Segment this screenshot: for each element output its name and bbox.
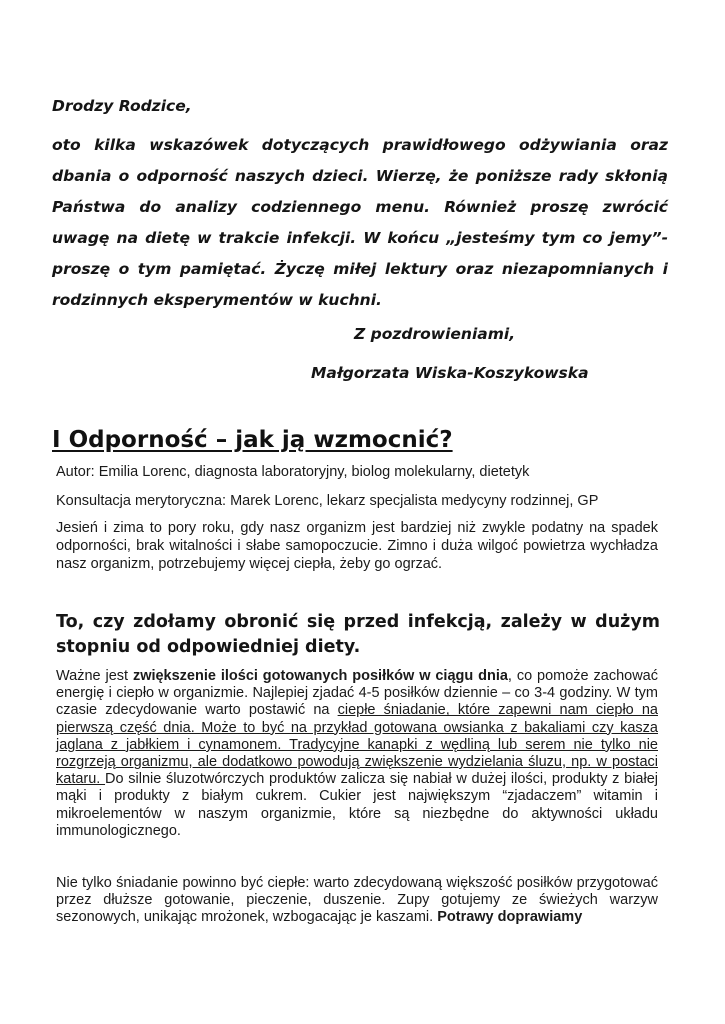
paragraph-1-text: , co pomoże zachować energię i ciepło w organizmie. Najlepiej zjadać 4-5 posiłków dziennie – co 3-4 godziny. W tym czasie zdecydowanie warto postawić na — [56, 668, 658, 719]
letter-body: oto kilka wskazówek dotyczących prawidłowego odżywiania oraz dbania o odporność naszych dzieci. Wierzę, że poniższe rady skłonią Państwa do analizy codziennego menu. Również proszę zwrócić uwagę na dietę w trakcie infekcji. W końcu „jesteśmy tym co jemy”- proszę o tym pamiętać. Życzę miłej lektury oraz niezapomnianych i rodzinnych eksperymentów w kuchni. — [52, 136, 668, 309]
letter-signature: Małgorzata Wiska-Koszykowska — [311, 364, 589, 382]
article-title: I Odporność – jak ją wzmocnić? — [52, 427, 453, 453]
letter-closing: Z pozdrowieniami, — [354, 325, 516, 343]
paragraph-1-bold-text: zwiększenie ilości gotowanych posiłków w ciągu dnia — [132, 668, 508, 684]
article-paragraph-2 — [56, 875, 658, 927]
letter-greeting: Drodzy Rodzice, — [52, 97, 192, 115]
article-intro: Jesień i zima to pory roku, gdy nasz organizm jest bardziej niż zwykle podatny na spadek odporności, brak witalności i słabe samopoczucie. Zimno i duża wilgoć powietrza wychładza nasz organizm, potrzebujemy więcej ciepła, żeby go ogrzać. — [56, 520, 658, 572]
article-paragraph-1 — [56, 668, 658, 840]
paragraph-1-text: Ważne jest — [56, 668, 133, 684]
article-author: Autor: Emilia Lorenc, diagnosta laboratoryjny, biolog molekularny, dietetyk — [56, 464, 530, 480]
paragraph-2-bold-text: Potrawy doprawiamy — [437, 909, 583, 926]
paragraph-2-text: Nie tylko śniadanie powinno być ciepłe: warto zdecydowaną większość posiłków przygotować przez dłuższe gotowanie, pieczenie, duszenie. Zupy gotujemy ze świeżych warzyw sezonowych, unikając mrożonek, wzbogacając je kaszami. — [56, 875, 658, 926]
paragraph-1-text: Do silnie śluzotwórczych produktów zalicza się nabiał w dużej ilości, produkty z białej mąki i produkty z białym cukrem. Cukier jest największym “zjadaczem” witamin i mikroelementów w naszym organizmie, które są niezbędne do aktywności układu immunologicznego. — [56, 771, 658, 839]
article-subheading: To, czy zdołamy obronić się przed infekcją, zależy w dużym stopniu od odpowiedniej diety. — [56, 612, 660, 657]
paragraph-1-underlined-text: ciepłe śniadanie, które zapewni nam ciepło na pierwszą część dnia. Może to być na przykład gotowana owsianka z bakaliami czy kasza jaglana z jabłkiem i cynamonem. Tradycyjne kanapki z wędliną lub serem nie tylko nie rozgrzeją organizmu, ale dodatkowo powodują zwiększenie wydzielania śluzu, np. w postaci kataru. — [56, 702, 658, 788]
article-consultation: Konsultacja merytoryczna: Marek Lorenc, lekarz specjalista medycyny rodzinnej, GP — [56, 493, 599, 509]
parent-letter — [52, 96, 668, 383]
